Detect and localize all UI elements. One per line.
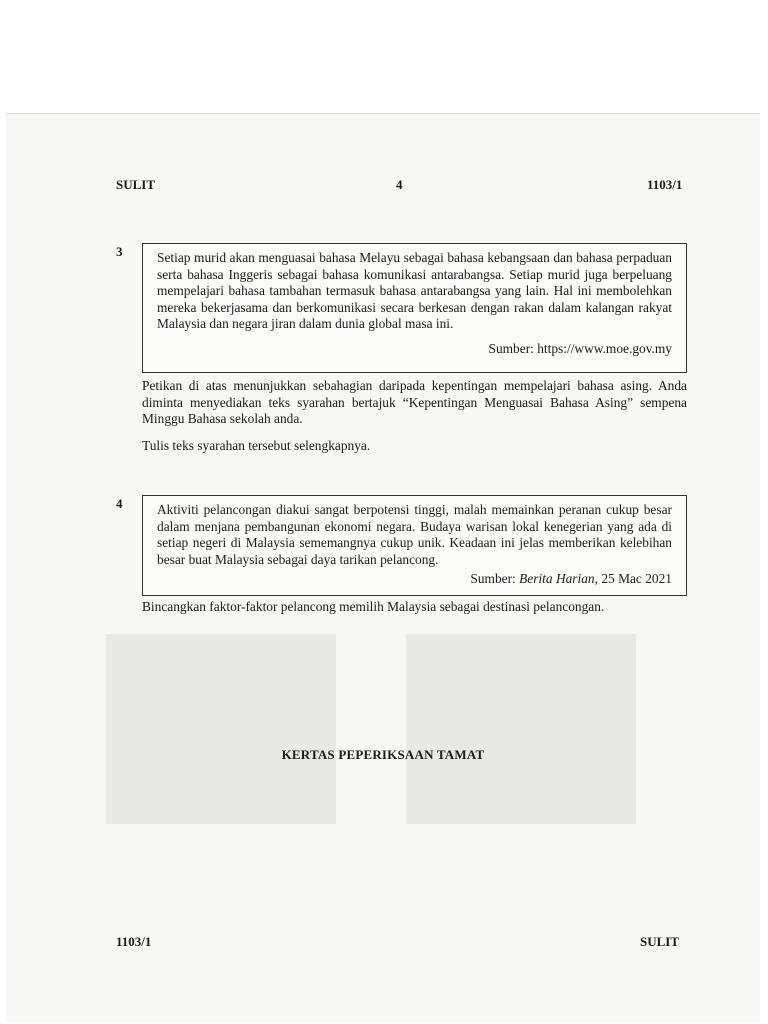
question-3-instruction: Petikan di atas menunjukkan sebahagian daripada kepentingan mempelajari bahasa asing. Anda diminta menyediakan teks syarahan bertajuk “Kepentingan Menguasai Bahasa Asing” sempena Minggu Bahasa sekolah anda. <box>142 378 687 426</box>
question-4-excerpt-box <box>142 495 687 596</box>
question-4-source-date: , 25 Mac 2021 <box>594 571 672 586</box>
question-3-source: Sumber: https://www.moe.gov.my <box>488 340 672 356</box>
header-sulit: SULIT <box>116 177 156 192</box>
question-4-source <box>157 571 672 588</box>
question-3-excerpt-box <box>142 243 687 373</box>
question-3-excerpt-text: Setiap murid akan menguasai bahasa Melayu sebagai bahasa kebangsaan dan bahasa perpaduan serta bahasa Inggeris sebagai bahasa komunikasi antarabangsa. Setiap murid juga berpeluang mempelajari bahasa tambahan termasuk bahasa antarabangsa yang lain. Hal ini membolehkan mereka bekerjasama dan berkomunikasi secara berkesan dengan rakan dalam kalangan rakyat Malaysia dan negara jiran dalam dunia global masa ini. <box>157 250 672 331</box>
bleed-through-image-left <box>106 634 336 824</box>
footer-sulit: SULIT <box>640 934 680 949</box>
bleed-through-image-right <box>406 634 636 824</box>
question-3-number: 3 <box>116 244 123 259</box>
end-of-paper: KERTAS PEPERIKSAAN TAMAT <box>281 747 485 762</box>
exam-page <box>6 113 760 1022</box>
question-4-source-publication: Berita Harian <box>519 571 595 586</box>
question-4-excerpt-text: Aktiviti pelancongan diakui sangat berpotensi tinggi, malah memainkan peranan cukup besar dalam menjana pembangunan ekonomi negara. Budaya warisan lokal kenegerian yang ada di setiap negeri di Malaysia sememangnya cukup unik. Keadaan ini jelas memberikan kelebihan besar buat Malaysia sebagai daya tarikan pelancong. <box>157 502 672 567</box>
question-4-number: 4 <box>116 496 123 511</box>
footer-code: 1103/1 <box>116 934 152 949</box>
question-4-task: Bincangkan faktor-faktor pelancong memilih Malaysia sebagai destinasi pelancongan. <box>142 599 605 614</box>
header-code: 1103/1 <box>647 177 683 192</box>
question-3-task: Tulis teks syarahan tersebut selengkapnya. <box>142 438 371 453</box>
header-page-number: 4 <box>396 177 403 192</box>
question-4-source-prefix: Sumber: <box>470 571 520 586</box>
